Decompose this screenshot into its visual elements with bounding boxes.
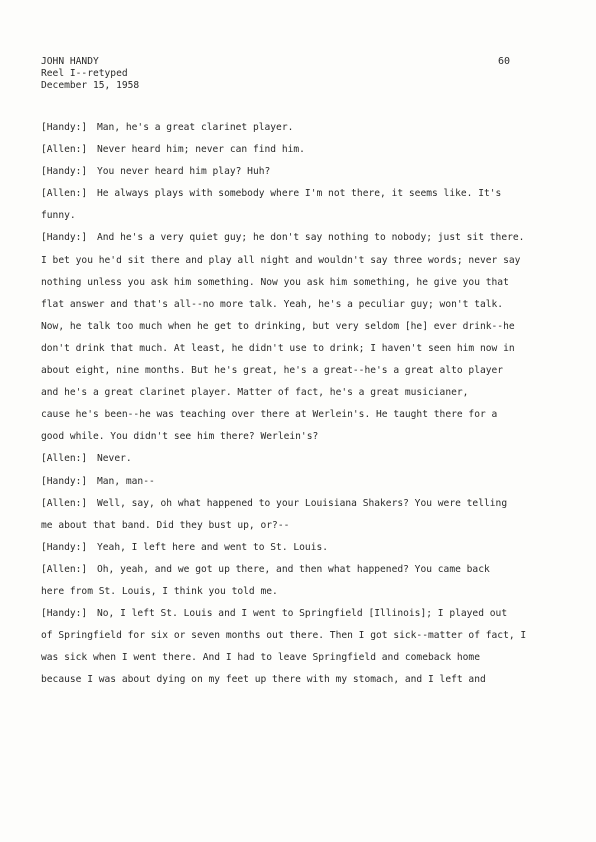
interviewee-name: JOHN HANDY [41, 56, 99, 67]
line-text: cause he's been--he was teaching over there at Werlein's. He taught there for a [41, 409, 498, 421]
line-text: nothing unless you ask him something. Now you ask him something, he give you that [41, 276, 509, 288]
line-text: here from St. Louis, I think you told me. [41, 585, 278, 597]
line-text: Man, he's a great clarinet player. [97, 122, 294, 133]
line-text: Yeah, I left here and went to St. Louis. [97, 541, 329, 553]
line-text: Oh, yeah, and we got up there, and then what happened? You came back [97, 563, 490, 575]
line-text: flat answer and that's all--no more talk. Yeah, he's a peculiar guy; won't talk. [41, 298, 504, 310]
transcript-line [41, 585, 557, 607]
line-text: of Springfield for six or seven months out there. Then I got sick--matter of fact, I [41, 630, 527, 642]
reel-label: Reel I--retyped [41, 68, 128, 79]
transcript-line [41, 497, 557, 519]
speaker-label: [Allen:] [41, 497, 88, 509]
transcript-line [41, 298, 557, 320]
transcript-line [41, 563, 557, 585]
transcript-line [41, 408, 557, 430]
transcript-line [41, 541, 557, 563]
transcript-line [41, 607, 557, 629]
line-text: was sick when I went there. And I had to leave Springfield and comeback home [41, 652, 480, 664]
speaker-label: [Handy:] [41, 122, 88, 133]
transcript-line [41, 386, 557, 408]
page-header [41, 56, 139, 92]
speaker-label: [Handy:] [41, 232, 88, 244]
speaker-label: [Allen:] [41, 144, 88, 156]
transcript-line [41, 629, 557, 651]
transcript-line [41, 320, 557, 342]
transcript-line [41, 165, 557, 187]
line-text: No, I left St. Louis and I went to Springfield [Illinois]; I played out [97, 608, 508, 620]
transcript-line [41, 651, 557, 673]
line-text: Never heard him; never can find him. [97, 144, 305, 156]
transcript-line [41, 673, 557, 695]
transcript-line [41, 519, 557, 541]
transcript-line [41, 276, 557, 298]
line-text: Man, man-- [97, 475, 155, 487]
speaker-label: [Allen:] [41, 188, 88, 200]
speaker-label: [Allen:] [41, 563, 88, 575]
line-text: because I was about dying on my feet up there with my stomach, and I left and [41, 674, 486, 686]
line-text: I bet you he'd sit there and play all night and wouldn't say three words; never say [41, 254, 521, 266]
line-text: Well, say, oh what happened to your Louisiana Shakers? You were telling [97, 497, 508, 509]
speaker-label: [Handy:] [41, 608, 88, 620]
speaker-label: [Handy:] [41, 475, 88, 487]
transcript-line [41, 187, 557, 209]
line-text: about eight, nine months. But he's great, he's a great--he's a great alto player [41, 365, 504, 377]
speaker-label: [Handy:] [41, 541, 88, 553]
transcript-line [41, 254, 557, 276]
line-text: funny. [41, 210, 76, 222]
line-text: You never heard him play? Huh? [97, 166, 271, 178]
transcript-body [41, 121, 557, 695]
page-number: 60 [498, 56, 511, 67]
transcript-line [41, 452, 557, 474]
transcript-line [41, 209, 557, 231]
transcript-line [41, 364, 557, 386]
speaker-label: [Handy:] [41, 166, 88, 178]
interview-date: December 15, 1958 [41, 80, 140, 91]
line-text: good while. You didn't see him there? Werlein's? [41, 431, 319, 443]
line-text: Never. [97, 453, 132, 465]
line-text: And he's a very quiet guy; he don't say nothing to nobody; just sit there. [97, 232, 525, 244]
transcript-line [41, 143, 557, 165]
line-text: and he's a great clarinet player. Matter of fact, he's a great musicianer, [41, 387, 469, 399]
line-text: He always plays with somebody where I'm not there, it seems like. It's [97, 188, 502, 200]
transcript-line [41, 475, 557, 497]
line-text: don't drink that much. At least, he didn't use to drink; I haven't seen him now in [41, 342, 515, 354]
transcript-line [41, 231, 557, 253]
speaker-label: [Allen:] [41, 453, 88, 465]
transcript-line [41, 430, 557, 452]
transcript-line [41, 342, 557, 364]
line-text: me about that band. Did they bust up, or?-- [41, 519, 290, 531]
transcript-line [41, 121, 557, 143]
line-text: Now, he talk too much when he get to drinking, but very seldom [he] ever drink--he [41, 320, 515, 332]
